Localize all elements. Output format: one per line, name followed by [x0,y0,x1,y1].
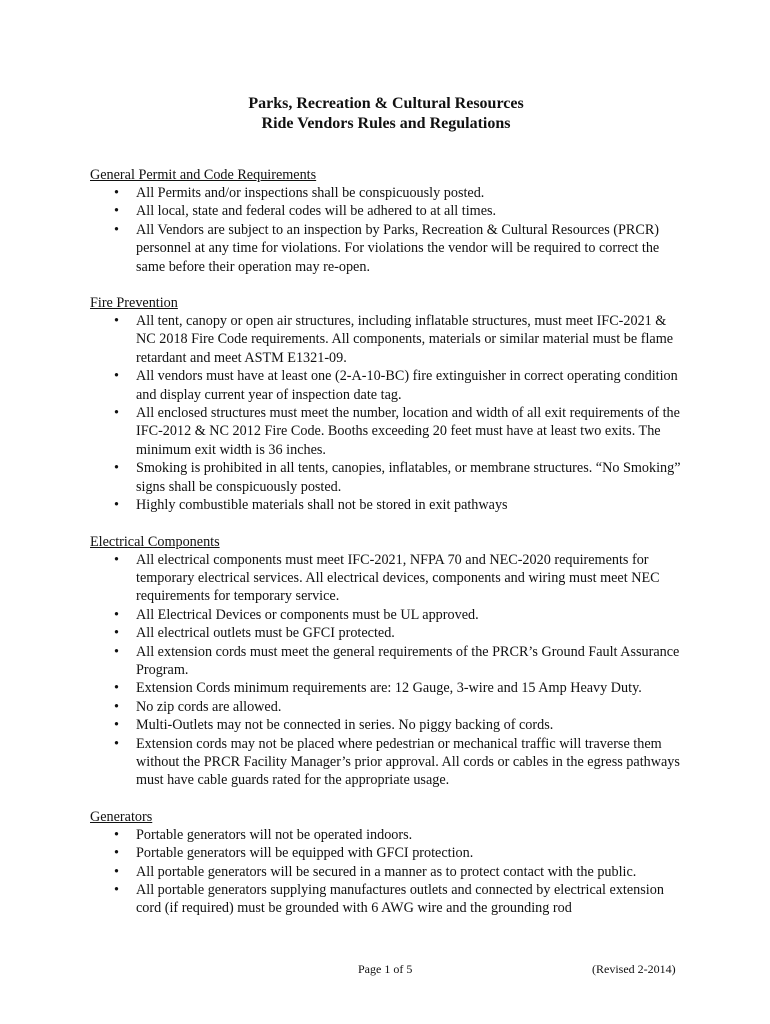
rule-list [90,551,682,790]
section-generators [90,808,682,918]
list-item: • All portable generators will be secured in a manner as to protect contact with the public. [90,863,682,881]
document-subtitle: Ride Vendors Rules and Regulations [261,115,511,132]
section-heading: Electrical Components [90,533,220,550]
list-item: • Highly combustible materials shall not be stored in exit pathways [90,496,682,514]
page-number: Page 1 of 5 [358,962,413,976]
list-item: • Extension cords may not be placed where pedestrian or mechanical traffic will traverse them without the PRCR Facility Manager’s prior approval. All cords or cables in the egress pathways must have cable guards rated for the appropriate usage. [90,735,682,790]
document-title: Parks, Recreation & Cultural Resources [248,95,524,112]
list-item: • Extension Cords minimum requirements are: 12 Gauge, 3-wire and 15 Amp Heavy Duty. [90,679,682,697]
section-general-permit-and-code-requirements [90,166,682,276]
rule-list [90,312,682,514]
rule-list [90,826,682,918]
list-item: • All electrical components must meet IFC-2021, NFPA 70 and NEC-2020 requirements for temporary electrical services. All electrical devices, components and wiring must meet NEC requirements for temporary service. [90,551,682,606]
list-item: • All portable generators supplying manufactures outlets and connected by electrical extension cord (if required) must be grounded with 6 AWG wire and the grounding rod [90,881,682,918]
list-item: • Smoking is prohibited in all tents, canopies, inflatables, or membrane structures. “No Smoking” signs shall be conspicuously posted. [90,459,682,496]
section-heading: General Permit and Code Requirements [90,167,317,183]
list-item: • All Electrical Devices or components must be UL approved. [90,606,682,624]
list-item: • Portable generators will not be operated indoors. [90,826,682,844]
list-item: • All enclosed structures must meet the number, location and width of all exit requirements of the IFC-2012 & NC 2012 Fire Code. Booths exceeding 20 feet must have at least two exits. The minimum exit width is 36 inches. [90,404,682,459]
list-item: • All extension cords must meet the general requirements of the PRCR’s Ground Fault Assurance Program. [90,643,682,680]
list-item: • All Permits and/or inspections shall be conspicuously posted. [90,184,682,202]
section-electrical-components [90,533,682,790]
list-item: • All local, state and federal codes will be adhered to at all times. [90,202,682,220]
sections-container [90,166,682,918]
title-block [90,94,682,134]
list-item: • Multi-Outlets may not be connected in series. No piggy backing of cords. [90,716,682,734]
section-heading: Fire Prevention [90,295,178,312]
list-item: • All electrical outlets must be GFCI protected. [90,624,682,642]
list-item: • All Vendors are subject to an inspection by Parks, Recreation & Cultural Resources (PRCR) personnel at any time for violations. For violations the vendor will be required to correct the same before their operation may re-open. [90,221,682,276]
list-item: • All tent, canopy or open air structures, including inflatable structures, must meet IFC-2021 & NC 2018 Fire Code requirements. All components, materials or similar material must be flame retardant and meet ASTM E1321-09. [90,312,682,367]
section-fire-prevention [90,294,682,514]
rule-list [90,184,682,276]
section-heading: Generators [90,808,153,825]
list-item: • Portable generators will be equipped with GFCI protection. [90,844,682,862]
revision-note: (Revised 2-2014) [592,962,676,976]
list-item: • All vendors must have at least one (2-A-10-BC) fire extinguisher in correct operating condition and display current year of inspection date tag. [90,367,682,404]
list-item: • No zip cords are allowed. [90,698,682,716]
